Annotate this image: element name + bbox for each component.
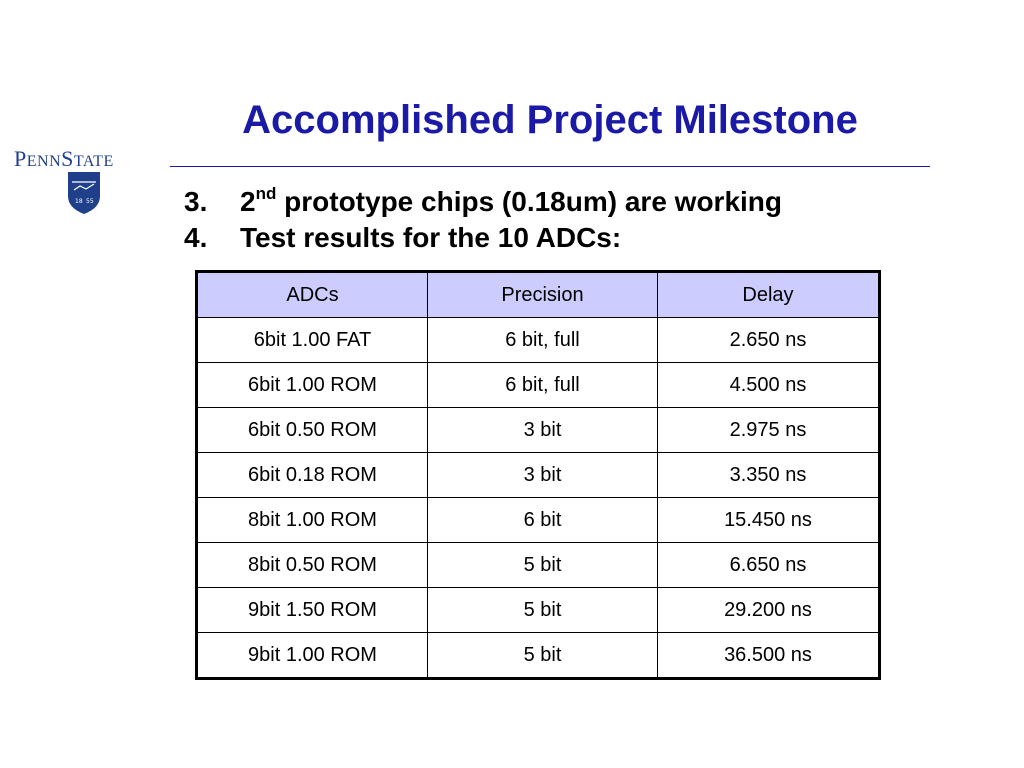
table-row: [197, 543, 880, 588]
table-row: [197, 408, 880, 453]
cell-adc: 8bit 0.50 ROM: [197, 543, 428, 588]
bullet-number: 4.: [184, 222, 208, 253]
cell-adc: 6bit 1.00 FAT: [197, 318, 428, 363]
column-header-delay: Delay: [658, 272, 880, 318]
cell-precision: 5 bit: [428, 543, 658, 588]
cell-delay: 2.975 ns: [658, 408, 880, 453]
cell-adc: 9bit 1.50 ROM: [197, 588, 428, 633]
bullet-number: 3.: [184, 186, 208, 217]
cell-delay: 29.200 ns: [658, 588, 880, 633]
column-header-adcs: ADCs: [197, 272, 428, 318]
table-header-row: [197, 272, 880, 318]
cell-precision: 5 bit: [428, 633, 658, 679]
penn-state-shield-icon: [66, 170, 102, 216]
title-divider: [170, 166, 930, 167]
cell-adc: 8bit 1.00 ROM: [197, 498, 428, 543]
cell-delay: 6.650 ns: [658, 543, 880, 588]
bullet-list: [184, 184, 782, 256]
cell-precision: 6 bit, full: [428, 363, 658, 408]
cell-delay: 15.450 ns: [658, 498, 880, 543]
table-row: [197, 633, 880, 679]
cell-delay: 4.500 ns: [658, 363, 880, 408]
cell-adc: 6bit 0.18 ROM: [197, 453, 428, 498]
penn-state-logo: [12, 140, 137, 220]
cell-delay: 36.500 ns: [658, 633, 880, 679]
cell-precision: 3 bit: [428, 453, 658, 498]
logo-wordmark: PENNSTATE: [14, 146, 114, 171]
cell-delay: 2.650 ns: [658, 318, 880, 363]
column-header-precision: Precision: [428, 272, 658, 318]
slide-title: Accomplished Project Milestone: [242, 98, 858, 142]
shield-year-left: 18: [75, 198, 83, 205]
cell-delay: 3.350 ns: [658, 453, 880, 498]
cell-adc: 6bit 0.50 ROM: [197, 408, 428, 453]
cell-precision: 5 bit: [428, 588, 658, 633]
adc-results-table: [195, 270, 881, 680]
cell-adc: 6bit 1.00 ROM: [197, 363, 428, 408]
shield-year-right: 55: [86, 198, 94, 205]
table-row: [197, 318, 880, 363]
bullet-item: [184, 220, 782, 256]
table-row: [197, 588, 880, 633]
bullet-item: [184, 184, 782, 220]
bullet-text: 2nd prototype chips (0.18um) are working: [240, 183, 783, 217]
table-row: [197, 363, 880, 408]
cell-precision: 6 bit, full: [428, 318, 658, 363]
cell-adc: 9bit 1.00 ROM: [197, 633, 428, 679]
bullet-text: Test results for the 10 ADCs:: [240, 222, 622, 253]
cell-precision: 6 bit: [428, 498, 658, 543]
table-row: [197, 498, 880, 543]
superscript: nd: [255, 183, 277, 203]
table-row: [197, 453, 880, 498]
cell-precision: 3 bit: [428, 408, 658, 453]
